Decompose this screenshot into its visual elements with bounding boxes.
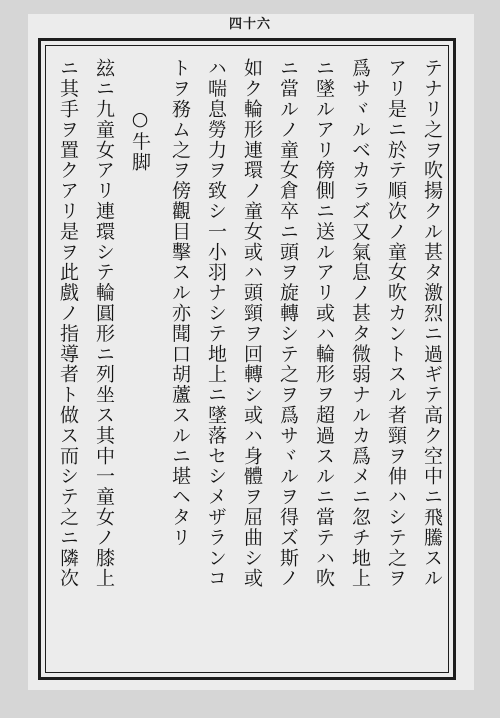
text-column-11: ニ其手ヲ置クアリ是ヲ此戲ノ指導者ト做ス而シテ之ニ隣次 xyxy=(57,58,79,589)
text-column-6: 如ク輪形連環ノ童女或ハ頭頸ヲ回轉シ或ハ身體ヲ屈曲シ或 xyxy=(241,58,263,589)
text-column-8: トヲ務ム之ヲ傍觀目擊スル亦聞口胡蘆スルニ堪ヘタリ xyxy=(169,58,191,548)
section-heading: ○牛脚 xyxy=(129,108,151,173)
text-column-7: ハ喘息勞力ヲ致シ一小羽ナシテ地上ニ墜落セシメザランコ xyxy=(205,58,227,589)
text-column-3: 爲サヾルベカラズ又氣息ノ甚タ微弱ナルカ爲メニ忽チ地上 xyxy=(349,58,371,589)
text-column-10: 玆ニ九童女アリ連環シテ輪圓形ニ列坐ス其中一童女ノ膝上 xyxy=(93,58,115,589)
text-column-5: ニ當ルノ童女倉卒ニ頭ヲ旋轉シテ之ヲ爲サヾルヲ得ズ斯ノ xyxy=(277,58,299,589)
text-column-1: テナリ之ヲ吹揚クル甚タ激烈ニ過ギテ高ク空中ニ飛騰スル xyxy=(421,58,443,589)
text-column-4: ニ墜ルアリ傍側ニ送ルアリ或ハ輪形ヲ超過スルニ當テハ吹 xyxy=(313,58,335,589)
page-number: 四十六 xyxy=(228,17,271,32)
text-column-2: アリ是ニ於テ順次ノ童女吹カントスル者頸ヲ伸ハシテ之ヲ xyxy=(385,58,407,589)
